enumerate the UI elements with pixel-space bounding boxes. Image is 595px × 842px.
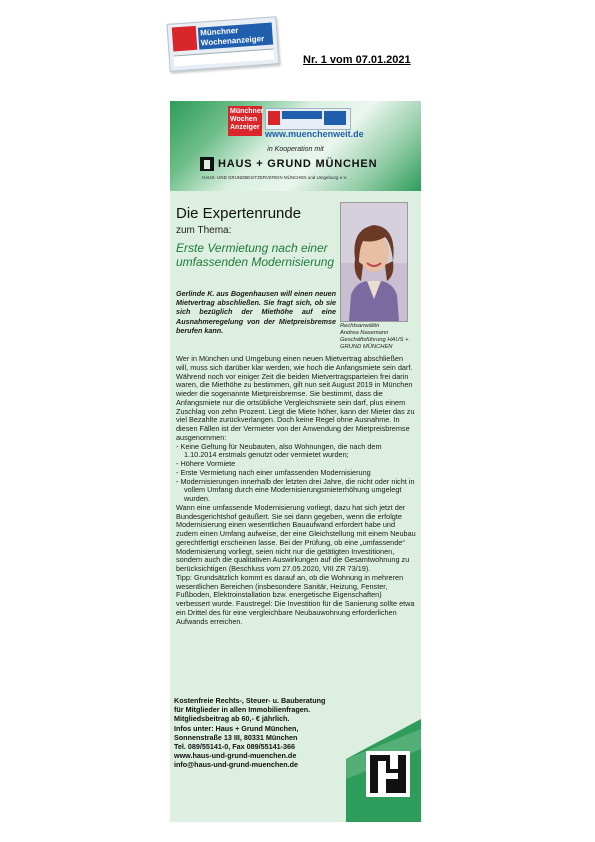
website-link[interactable]: www.muenchenweit.de [265,129,364,139]
wochenanzeiger-logo [228,106,262,136]
paragraph-1: Wer in München und Umgebung einen neuen Mietvertrag abschließen will, muss sich darüber klar werden, wie hoch die Anfangsmiete sein darf. Während noch vor einiger Zeit die beiden Mietvertragsparteien frei darin waren, die Miethöhe zu bestimmen, gilt nun seit August 2019 in München wieder die sogenannte Mietpreisbremse. Sie bestimmt, dass die Anfangsmiete nur die ortsübliche Vergleichsmiete sein darf, plus einem Zuschlag von zehn Prozent. Liegt die Miete höher, kann der Mieter das zu viel Bezahlte zurückverlangen. Doch keine Regel ohne Ausnahme. In diesen Fällen ist der Vermieter von der Anwendung der Mietpreisbremse ausgenommen: [176,354,415,442]
logo-title-band [198,23,273,50]
haus-grund-logo-icon [366,751,410,797]
logo-line-2: Wochenanzeiger [200,34,265,48]
haus-grund-subtitle: HAUS- UND GRUNDBESITZERVEREIN MÜNCHEN und Umgebung e.V. [202,175,348,180]
paragraph-2: Wann eine umfassende Modernisierung vorliegt, dazu hat sich jetzt der Bundesgerichtshof geäußert. Sie sei dann gegeben, wenn die erfolgte Modernisierung einen wesentlichen Bauaufwand erfordert habe und zudem einen Umfang aufweise, der eine Gleichstellung mit einem Neubau gerechtfertigt erscheinen lasse. Bei der Prüfung, ob eine „umfassende“ Modernisierung vorliegt, seien nicht nur die getätigten Investitionen, sondern auch die qualitativen Auswirkungen auf die Gesamtwohnung zu berücksichtigen (Beschluss vom 27.05.2020, VIII ZR 73/19). [176,502,416,573]
footer-line: Mitgliedsbeitrag ab 60,- € jährlich. [174,714,290,724]
zum-thema-label: zum Thema: [176,225,232,236]
newspaper-logo [166,16,279,72]
bullet-item: - Modernisierungen innerhalb der letzten drei Jahre, die nicht oder nicht in vollem Umfang durch eine Modernisierungsmieterhöhung umgelegt wurden. [176,476,415,503]
logo-strip [174,48,275,66]
portrait-image [341,203,407,321]
article-lead: Gerlinde K. aus Bogenhausen will einen neuen Mietvertrag abschließen. Sie fragt sich, ob sie sich bezüglich der Miethöhe auf eine Ausnahmeregelung von der Mietpreisbremse berufen kann. [176,289,336,335]
mw-logo-line-3: Anzeiger [230,124,260,131]
mw-logo-line-1: Münchner [230,108,264,115]
caption-line-4: GRUND MÜNCHEN [340,344,393,350]
author-photo [340,202,408,322]
article-panel [170,101,421,822]
bullet-item: - Höhere Vormiete [176,459,236,468]
logo-red-block [172,26,198,52]
paragraph-tipp: Tipp: Grundsätzlich kommt es darauf an, ob die Wohnung in mehreren wesentlichen Bereichen (insbesondere Sanitär, Heizung, Fenster, Fußboden, Elektroinstallation bzw. energetische Eigenschaften) verbessert wurde. Faustregel: Die Investition für die Sanierung sollte etwa ein Drittel des für eine vergleichbare Neubauwohnung erforderlichen Aufwands erreichen. [176,572,415,626]
kooperation-text: in Kooperation mit [267,146,324,153]
footer-line: Kostenfreie Rechts-, Steuer- u. Bauberatung [174,696,326,705]
bullet-item: - Keine Geltung für Neubauten, also Wohnungen, die nach dem 1.10.2014 erstmals genutzt oder vermietet wurden; [176,441,382,460]
contact-footer [174,696,344,770]
mw-logo-line-2: Wochen [230,116,258,123]
haus-grund-icon [200,157,214,171]
photo-caption [340,323,410,351]
article-topic: Erste Vermietung nach einer umfassenden Modernisierung [176,241,335,269]
newspaper-thumbnail [265,108,351,130]
caption-line-2: Andrea Nasemann [340,330,389,336]
logo-line-1: Münchner [199,25,239,38]
article-body [176,355,416,626]
footer-website-link[interactable]: www.haus-und-grund-muenchen.de [174,751,297,761]
bullet-item: - Erste Vermietung nach einer umfassenden Modernisierung [176,467,371,477]
footer-line: Infos unter: Haus + Grund München, [174,723,299,733]
haus-grund-title: HAUS + GRUND MÜNCHEN [218,158,378,170]
footer-line: Tel. 089/55141-0, Fax 089/55141-366 [174,742,295,752]
caption-line-1: Rechtsanwältin [340,323,380,329]
footer-line: Sonnenstraße 13 III, 80331 München [174,732,298,742]
article-heading: Die Expertenrunde [176,205,302,222]
footer-line: für Mitglieder in allen Immobilienfragen. [174,705,311,715]
issue-line: Nr. 1 vom 07.01.2021 [303,54,411,66]
footer-email-link[interactable]: info@haus-und-grund-muenchen.de [174,760,298,770]
caption-line-3: Geschäftsführung HAUS + [340,337,409,343]
